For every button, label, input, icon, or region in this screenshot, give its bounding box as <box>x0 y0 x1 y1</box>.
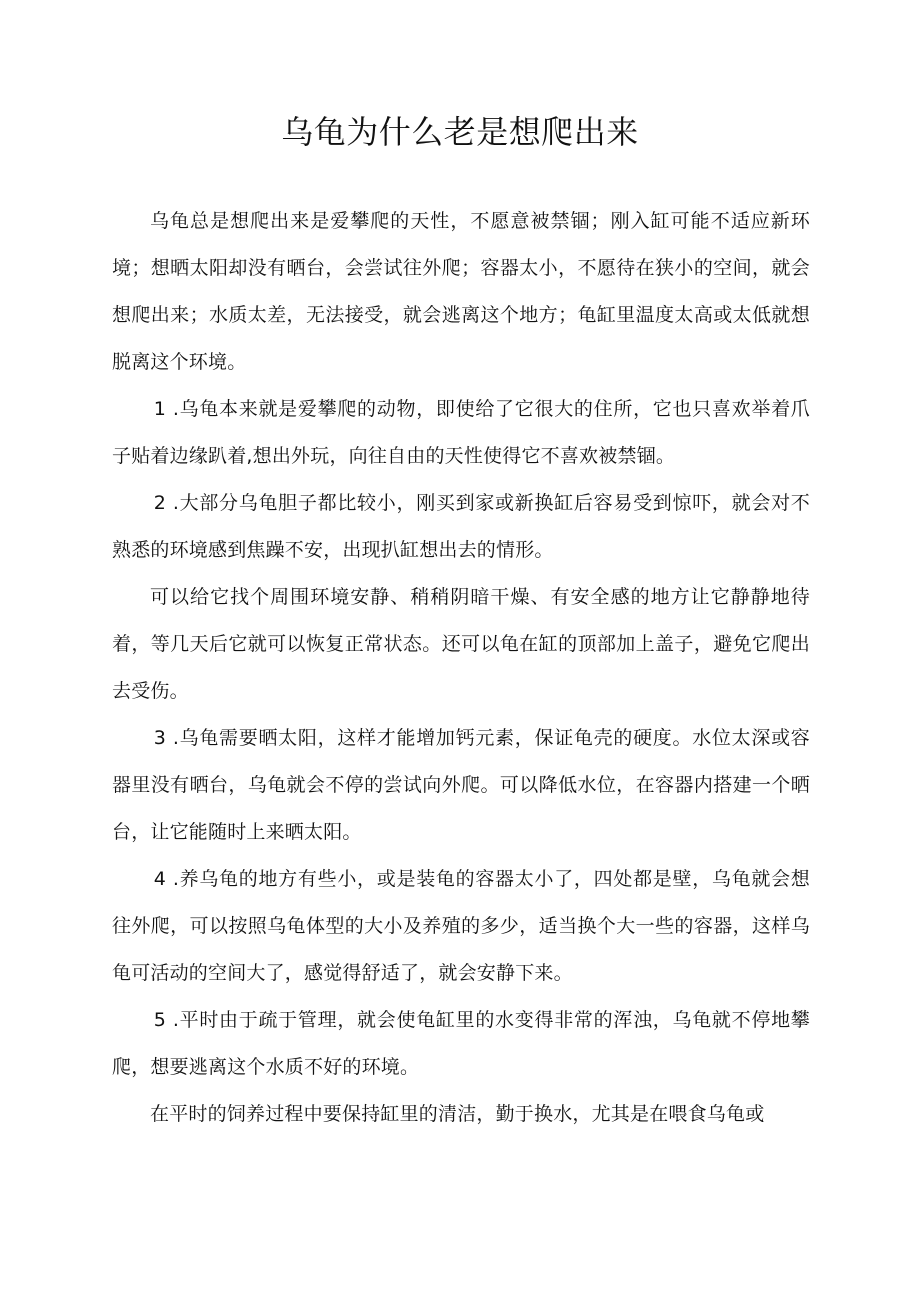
paragraph-3: 3 .乌龟需要晒太阳，这样才能增加钙元素，保证龟壳的硬度。水位太深或容器里没有晒台，乌龟就会不停的尝试向外爬。可以降低水位，在容器内搭建一个晒台，让它能随时上来晒太阳。 <box>112 727 810 843</box>
page-title: 乌龟为什么老是想爬出来 <box>281 113 639 151</box>
paragraph-5: 5 .平时由于疏于管理，就会使龟缸里的水变得非常的浑浊，乌龟就不停地攀爬，想要逃离这个水质不好的环境。 <box>112 1009 810 1078</box>
paragraph-4: 4 .养乌龟的地方有些小，或是装龟的容器太小了，四处都是壁，乌龟就会想往外爬，可以按照乌龟体型的大小及养殖的多少，适当换个大一些的容器，这样乌龟可活动的空间大了，感觉得舒适了，就会安静下来。 <box>112 868 810 984</box>
paragraph-1: 1 .乌龟本来就是爱攀爬的动物，即使给了它很大的住所，它也只喜欢举着爪子贴着边缘趴着,想出外玩，向往自由的天性使得它不喜欢被禁锢。 <box>112 398 810 467</box>
paragraph-intro: 乌龟总是想爬出来是爱攀爬的天性，不愿意被禁锢；刚入缸可能不适应新环境；想晒太阳却没有晒台，会尝试往外爬；容器太小，不愿待在狭小的空间，就会想爬出来；水质太差，无法接受，就会逃离这个地方；龟缸里温度太高或太低就想脱离这个环境。 <box>112 210 810 373</box>
paragraph-advice-1: 可以给它找个周围环境安静、稍稍阴暗干燥、有安全感的地方让它静静地待着，等几天后它就可以恢复正常状态。还可以龟在缸的顶部加上盖子，避免它爬出去受伤。 <box>112 586 810 702</box>
document-body <box>112 198 810 1138</box>
paragraph-advice-2: 在平时的饲养过程中要保持缸里的清洁，勤于换水，尤其是在喂食乌龟或 <box>150 1103 765 1125</box>
paragraph-2: 2 .大部分乌龟胆子都比较小，刚买到家或新换缸后容易受到惊吓，就会对不熟悉的环境感到焦躁不安，出现扒缸想出去的情形。 <box>112 492 810 561</box>
